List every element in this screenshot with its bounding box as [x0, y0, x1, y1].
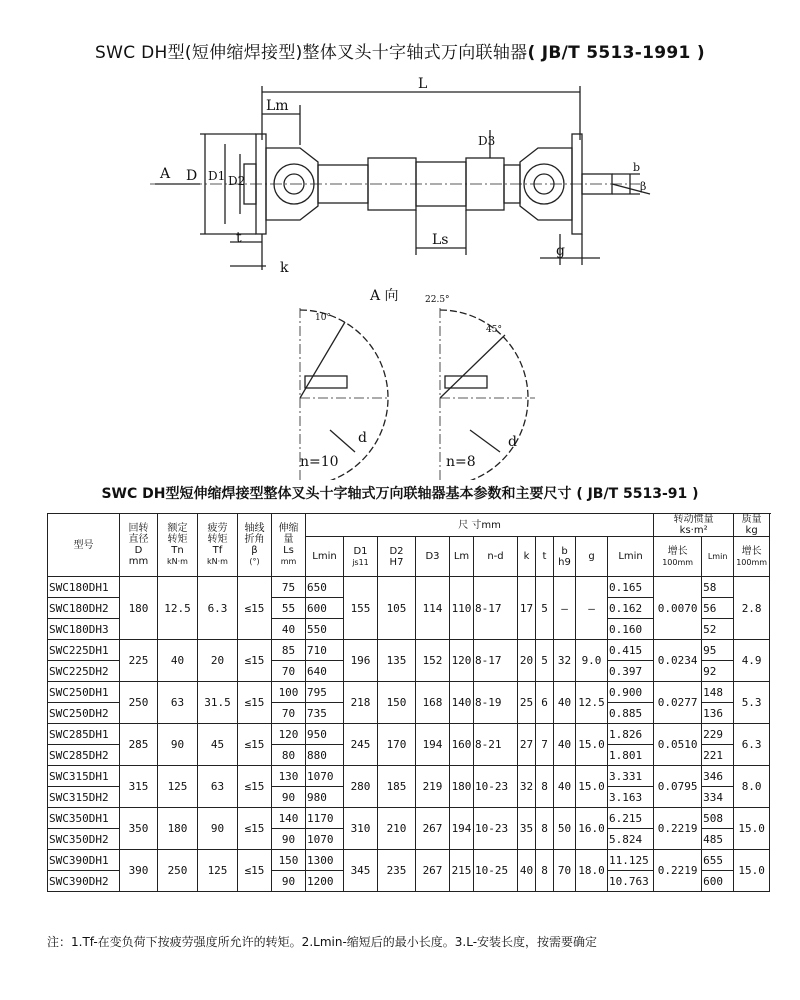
table-row — [48, 850, 770, 871]
cell-D3: 267 — [416, 808, 450, 850]
header-mass-inc: 增长 100mm — [734, 537, 770, 577]
cell-nd: 10-23 — [474, 808, 518, 850]
cell-inertia-inc: 0.0234 — [654, 640, 702, 682]
cell-mass: 58 — [702, 577, 734, 598]
cell-Ls: 100 — [272, 682, 306, 703]
header-d2: D2 H7 — [378, 537, 416, 577]
cell-Lm: 160 — [450, 724, 474, 766]
cell-model: SWC225DH2 — [48, 661, 120, 682]
cell-Lmin: 1170 — [306, 808, 344, 829]
cell-Lmin: 1200 — [306, 871, 344, 892]
cell-k: 40 — [518, 850, 536, 892]
cell-g: 12.5 — [576, 682, 608, 724]
cell-D2: 105 — [378, 577, 416, 640]
cell-D1: 280 — [344, 766, 378, 808]
cell-D: 315 — [120, 766, 158, 808]
label-Ls: Ls — [432, 232, 449, 248]
header-nd: n-d — [474, 537, 518, 577]
table-row — [48, 808, 770, 829]
cell-Ls: 130 — [272, 766, 306, 787]
cell-D: 350 — [120, 808, 158, 850]
cell-inertia: 0.885 — [608, 703, 654, 724]
cell-model: SWC225DH1 — [48, 640, 120, 661]
cell-Lm: 140 — [450, 682, 474, 724]
cell-k: 35 — [518, 808, 536, 850]
cell-mass: 600 — [702, 871, 734, 892]
cell-Lmin: 880 — [306, 745, 344, 766]
cell-Lmin: 600 — [306, 598, 344, 619]
cell-D: 285 — [120, 724, 158, 766]
cell-beta: ≤15 — [238, 808, 272, 850]
cell-inertia-inc: 0.0795 — [654, 766, 702, 808]
cell-Lmin: 795 — [306, 682, 344, 703]
cell-model: SWC315DH1 — [48, 766, 120, 787]
cell-Ls: 120 — [272, 724, 306, 745]
cell-Tn: 125 — [158, 766, 198, 808]
cell-nd: 10-23 — [474, 766, 518, 808]
cell-D2: 135 — [378, 640, 416, 682]
cell-b: 40 — [554, 682, 576, 724]
cell-k: 27 — [518, 724, 536, 766]
cell-Tn: 180 — [158, 808, 198, 850]
label-angle-left: 10° — [315, 313, 331, 323]
cell-Lm: 215 — [450, 850, 474, 892]
cell-mass-inc: 2.8 — [734, 577, 770, 640]
label-angle-right-2: 45° — [486, 325, 502, 335]
label-L: L — [418, 76, 428, 92]
technical-drawing — [0, 70, 800, 480]
cell-g: 9.0 — [576, 640, 608, 682]
cell-mass: 221 — [702, 745, 734, 766]
cell-mass-inc: 5.3 — [734, 682, 770, 724]
header-k: k — [518, 537, 536, 577]
cell-D1: 155 — [344, 577, 378, 640]
cell-D2: 185 — [378, 766, 416, 808]
cell-mass-inc: 6.3 — [734, 724, 770, 766]
cell-D: 225 — [120, 640, 158, 682]
cell-D1: 310 — [344, 808, 378, 850]
cell-mass: 92 — [702, 661, 734, 682]
table-title: SWC DH型短伸缩焊接型整体叉头十字轴式万向联轴器基本参数和主要尺寸 ( JB/T 5513-91 ) — [101, 486, 699, 502]
header-beta: 轴线 折角 β (°) — [238, 514, 272, 577]
cell-nd: 8-21 — [474, 724, 518, 766]
cell-Tf: 31.5 — [198, 682, 238, 724]
cell-Ls: 90 — [272, 871, 306, 892]
cell-mass-inc: 4.9 — [734, 640, 770, 682]
header-d3: D3 — [416, 537, 450, 577]
cell-Ls: 90 — [272, 829, 306, 850]
header-D: 回转 直径 D mm — [120, 514, 158, 577]
cell-nd: 8-17 — [474, 577, 518, 640]
cell-beta: ≤15 — [238, 766, 272, 808]
cell-b: – — [554, 577, 576, 640]
cell-D2: 150 — [378, 682, 416, 724]
page-title — [0, 38, 800, 63]
cell-nd: 8-17 — [474, 640, 518, 682]
cell-model: SWC250DH2 — [48, 703, 120, 724]
cell-inertia-inc: 0.2219 — [654, 850, 702, 892]
cell-mass: 229 — [702, 724, 734, 745]
cell-beta: ≤15 — [238, 577, 272, 640]
cell-Lm: 120 — [450, 640, 474, 682]
header-inertia-inc: 增长 100mm — [654, 537, 702, 577]
header-d1: D1 js11 — [344, 537, 378, 577]
cell-mass: 95 — [702, 640, 734, 661]
cell-Tf: 20 — [198, 640, 238, 682]
cell-b: 32 — [554, 640, 576, 682]
cell-Tn: 63 — [158, 682, 198, 724]
cell-Tn: 90 — [158, 724, 198, 766]
cell-model: SWC180DH1 — [48, 577, 120, 598]
cell-k: 17 — [518, 577, 536, 640]
cell-beta: ≤15 — [238, 682, 272, 724]
cell-inertia: 0.900 — [608, 682, 654, 703]
cell-D3: 114 — [416, 577, 450, 640]
table-body — [48, 514, 770, 892]
cell-mass-inc: 15.0 — [734, 850, 770, 892]
cell-g: 15.0 — [576, 724, 608, 766]
label-a-view: A 向 — [370, 288, 399, 304]
cell-k: 20 — [518, 640, 536, 682]
cell-k: 25 — [518, 682, 536, 724]
cell-nd: 8-19 — [474, 682, 518, 724]
cell-inertia: 0.165 — [608, 577, 654, 598]
table-row — [48, 640, 770, 661]
cell-mass: 148 — [702, 682, 734, 703]
cell-inertia-inc: 0.0277 — [654, 682, 702, 724]
cell-Ls: 80 — [272, 745, 306, 766]
label-n-right: n=8 — [446, 454, 476, 470]
footnote: 注：1.Tf-在变负荷下按疲劳强度所允许的转矩。2.Lmin-缩短后的最小长度。3.L-安装长度，按需要确定 — [47, 935, 598, 949]
cell-Tn: 12.5 — [158, 577, 198, 640]
cell-Ls: 140 — [272, 808, 306, 829]
cell-Lm: 194 — [450, 808, 474, 850]
spec-table — [47, 513, 770, 892]
label-b: b — [633, 161, 641, 174]
cell-mass: 136 — [702, 703, 734, 724]
cell-Ls: 90 — [272, 787, 306, 808]
header-Ls: 伸缩 量 Ls mm — [272, 514, 306, 577]
cell-Ls: 55 — [272, 598, 306, 619]
cell-t: 8 — [536, 808, 554, 850]
cell-nd: 10-25 — [474, 850, 518, 892]
cell-mass: 485 — [702, 829, 734, 850]
cell-inertia: 3.331 — [608, 766, 654, 787]
header-b: b h9 — [554, 537, 576, 577]
cell-D1: 196 — [344, 640, 378, 682]
label-beta: β — [640, 180, 647, 193]
cell-model: SWC315DH2 — [48, 787, 120, 808]
label-n-left: n=10 — [300, 454, 339, 470]
cell-Tf: 6.3 — [198, 577, 238, 640]
cell-inertia: 0.397 — [608, 661, 654, 682]
cell-D3: 267 — [416, 850, 450, 892]
header-lmin: Lmin — [306, 537, 344, 577]
cell-D: 250 — [120, 682, 158, 724]
cell-beta: ≤15 — [238, 850, 272, 892]
cell-Lm: 110 — [450, 577, 474, 640]
cell-Tf: 90 — [198, 808, 238, 850]
cell-D3: 194 — [416, 724, 450, 766]
cell-Tf: 45 — [198, 724, 238, 766]
cell-Ls: 150 — [272, 850, 306, 871]
cell-D3: 168 — [416, 682, 450, 724]
cell-Lmin: 735 — [306, 703, 344, 724]
table-row — [48, 766, 770, 787]
cell-mass: 508 — [702, 808, 734, 829]
cell-D1: 218 — [344, 682, 378, 724]
cell-inertia: 1.826 — [608, 724, 654, 745]
header-mass: 质量 kg — [734, 514, 770, 537]
cell-b: 50 — [554, 808, 576, 850]
title-standard: ( JB/T 5513-1991 ) — [527, 43, 705, 63]
cell-Lmin: 950 — [306, 724, 344, 745]
header-Tf: 疲劳 转矩 Tf kN·m — [198, 514, 238, 577]
header-Tn: 额定 转矩 Tn kN·m — [158, 514, 198, 577]
cell-inertia: 1.801 — [608, 745, 654, 766]
cell-D: 180 — [120, 577, 158, 640]
cell-g: 18.0 — [576, 850, 608, 892]
label-D2: D2 — [228, 174, 246, 188]
cell-model: SWC285DH1 — [48, 724, 120, 745]
cell-Lmin: 640 — [306, 661, 344, 682]
cell-Lmin: 1300 — [306, 850, 344, 871]
cell-Tn: 40 — [158, 640, 198, 682]
cell-D2: 235 — [378, 850, 416, 892]
cell-model: SWC250DH1 — [48, 682, 120, 703]
table-row — [48, 682, 770, 703]
cell-D: 390 — [120, 850, 158, 892]
label-D3: D3 — [478, 134, 496, 148]
cell-Lmin: 980 — [306, 787, 344, 808]
cell-model: SWC180DH2 — [48, 598, 120, 619]
cell-mass: 346 — [702, 766, 734, 787]
cell-model: SWC285DH2 — [48, 745, 120, 766]
cell-D1: 245 — [344, 724, 378, 766]
table-row — [48, 577, 770, 598]
cell-mass: 56 — [702, 598, 734, 619]
cell-t: 5 — [536, 577, 554, 640]
cell-mass: 334 — [702, 787, 734, 808]
cell-mass-inc: 15.0 — [734, 808, 770, 850]
cell-g: 16.0 — [576, 808, 608, 850]
cell-mass: 655 — [702, 850, 734, 871]
cell-b: 40 — [554, 724, 576, 766]
cell-mass-inc: 8.0 — [734, 766, 770, 808]
cell-Tf: 63 — [198, 766, 238, 808]
label-D: D — [186, 168, 198, 184]
label-D1: D1 — [208, 169, 226, 183]
cell-inertia: 6.215 — [608, 808, 654, 829]
header-inertia: 转动惯量 ks·m² — [654, 514, 734, 537]
label-k: k — [280, 260, 289, 276]
cell-Ls: 70 — [272, 703, 306, 724]
cell-inertia: 0.162 — [608, 598, 654, 619]
header-dimensions: 尺 寸mm — [306, 514, 654, 537]
cell-inertia: 3.163 — [608, 787, 654, 808]
cell-Ls: 85 — [272, 640, 306, 661]
cell-Lmin: 1070 — [306, 766, 344, 787]
label-g: g — [556, 243, 565, 259]
label-d-left: d — [358, 430, 367, 446]
cell-D3: 219 — [416, 766, 450, 808]
cell-Lmin: 1070 — [306, 829, 344, 850]
cell-Ls: 70 — [272, 661, 306, 682]
header-t: t — [536, 537, 554, 577]
cell-t: 5 — [536, 640, 554, 682]
cell-inertia: 0.415 — [608, 640, 654, 661]
cell-beta: ≤15 — [238, 640, 272, 682]
label-Lm: Lm — [266, 98, 289, 114]
cell-k: 32 — [518, 766, 536, 808]
header-lm: Lm — [450, 537, 474, 577]
label-angle-right: 22.5° — [425, 295, 450, 305]
cell-model: SWC350DH2 — [48, 829, 120, 850]
cell-D3: 152 — [416, 640, 450, 682]
cell-Ls: 40 — [272, 619, 306, 640]
cell-inertia-inc: 0.0510 — [654, 724, 702, 766]
cell-t: 6 — [536, 682, 554, 724]
cell-inertia: 0.160 — [608, 619, 654, 640]
cell-g: – — [576, 577, 608, 640]
cell-t: 7 — [536, 724, 554, 766]
cell-Lm: 180 — [450, 766, 474, 808]
header-g: g — [576, 537, 608, 577]
cell-t: 8 — [536, 766, 554, 808]
cell-D2: 210 — [378, 808, 416, 850]
cell-inertia: 11.125 — [608, 850, 654, 871]
header-inertia-lmin: Lmin — [608, 537, 654, 577]
header-mass-lmin: Lmin — [702, 537, 734, 577]
cell-model: SWC390DH1 — [48, 850, 120, 871]
cell-inertia: 10.763 — [608, 871, 654, 892]
cell-Lmin: 650 — [306, 577, 344, 598]
header-model: 型号 — [48, 514, 120, 577]
cell-Lmin: 710 — [306, 640, 344, 661]
label-A: A — [160, 166, 171, 182]
cell-beta: ≤15 — [238, 724, 272, 766]
cell-Ls: 75 — [272, 577, 306, 598]
table-row — [48, 724, 770, 745]
cell-model: SWC180DH3 — [48, 619, 120, 640]
cell-model: SWC390DH2 — [48, 871, 120, 892]
cell-Lmin: 550 — [306, 619, 344, 640]
cell-inertia: 5.824 — [608, 829, 654, 850]
cell-b: 40 — [554, 766, 576, 808]
label-d-right: d — [508, 434, 517, 450]
cell-model: SWC350DH1 — [48, 808, 120, 829]
cell-Tf: 125 — [198, 850, 238, 892]
cell-inertia-inc: 0.2219 — [654, 808, 702, 850]
cell-D2: 170 — [378, 724, 416, 766]
cell-D1: 345 — [344, 850, 378, 892]
cell-Tn: 250 — [158, 850, 198, 892]
label-t: t — [236, 230, 242, 246]
cell-inertia-inc: 0.0070 — [654, 577, 702, 640]
cell-t: 8 — [536, 850, 554, 892]
cell-g: 15.0 — [576, 766, 608, 808]
title-main: SWC DH型(短伸缩焊接型)整体叉头十字轴式万向联轴器 — [95, 43, 528, 63]
cell-b: 70 — [554, 850, 576, 892]
cell-mass: 52 — [702, 619, 734, 640]
